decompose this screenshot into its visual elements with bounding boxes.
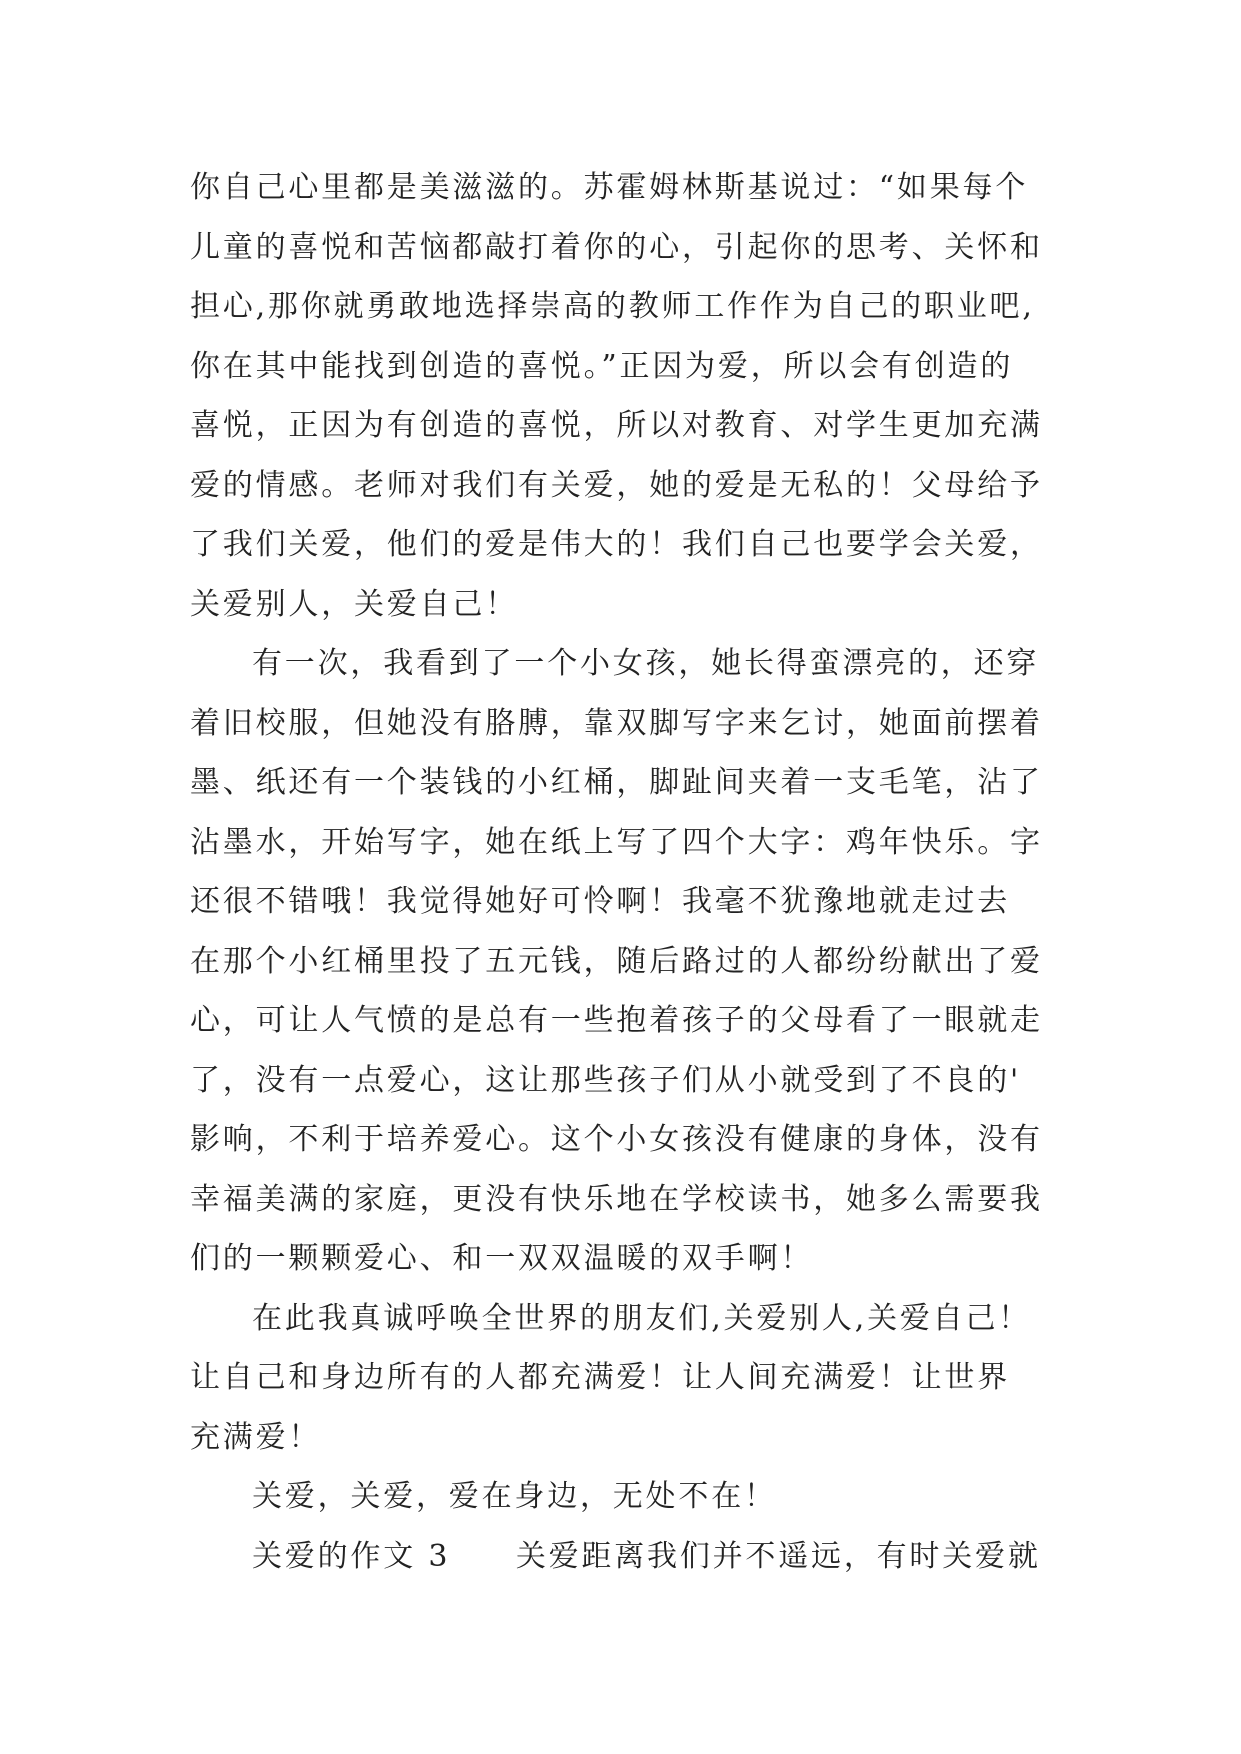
text-line: 爱的情感。老师对我们有关爱，她的爱是无私的！父母给予 <box>190 467 1043 503</box>
paragraph-start-line: 关爱，关爱，爱在身边，无处不在！ <box>252 1479 777 1514</box>
text-line: 充满爱！ <box>190 1419 322 1455</box>
text-line: 儿童的喜悦和苦恼都敲打着你的心，引起你的思考、关怀和 <box>190 229 1043 265</box>
paragraph-start-line: 有一次，我看到了一个小女孩，她长得蛮漂亮的，还穿 <box>252 646 1040 681</box>
paragraph-start-line: 在此我真诚呼唤全世界的朋友们,关爱别人,关爱自己！ <box>252 1300 1032 1336</box>
text-line: 关爱别人，关爱自己！ <box>190 586 518 622</box>
text-line: 让自己和身边所有的人都充满爱！让人间充满爱！让世界 <box>190 1360 1010 1395</box>
text-line: 了我们关爱，他们的爱是伟大的！我们自己也要学会关爱， <box>190 527 1043 562</box>
text-line: 你自己心里都是美滋滋的。苏霍姆林斯基说过：“如果每个 <box>190 170 1029 205</box>
text-line: 心，可让人气愤的是总有一些抱着孩子的父母看了一眼就走 <box>190 1003 1043 1038</box>
text-line: 影响，不利于培养爱心。这个小女孩没有健康的身体，没有 <box>190 1122 1043 1157</box>
text-line: 担心,那你就勇敢地选择崇高的教师工作作为自己的职业吧, <box>190 289 1035 324</box>
text-line: 幸福美满的家庭，更没有快乐地在学校读书，她多么需要我 <box>190 1181 1043 1217</box>
text-line: 在那个小红桶里投了五元钱，随后路过的人都纷纷献出了爱 <box>190 943 1043 979</box>
text-line: 着旧校服，但她没有胳膊，靠双脚写字来乞讨，她面前摆着 <box>190 705 1043 741</box>
text-line: 还很不错哦！我觉得她好可怜啊！我毫不犹豫地就走过去 <box>190 884 1010 919</box>
text-line: 你在其中能找到创造的喜悦。”正因为爱，所以会有创造的 <box>190 348 1014 384</box>
section-heading-line: 关爱的作文 3 关爱距离我们并不遥远，有时关爱就 <box>252 1538 1041 1574</box>
document-body <box>190 158 1090 1586</box>
text-line: 喜悦，正因为有创造的喜悦，所以对教育、对学生更加充满 <box>190 408 1043 443</box>
text-line: 们的一颗颗爱心、和一双双温暖的双手啊！ <box>190 1241 814 1276</box>
text-line: 了，没有一点爱心，这让那些孩子们从小就受到了不良的' <box>190 1062 1022 1098</box>
text-line: 沾墨水，开始写字，她在纸上写了四个大字：鸡年快乐。字 <box>190 824 1043 860</box>
text-line: 墨、纸还有一个装钱的小红桶，脚趾间夹着一支毛笔，沾了 <box>190 765 1043 800</box>
